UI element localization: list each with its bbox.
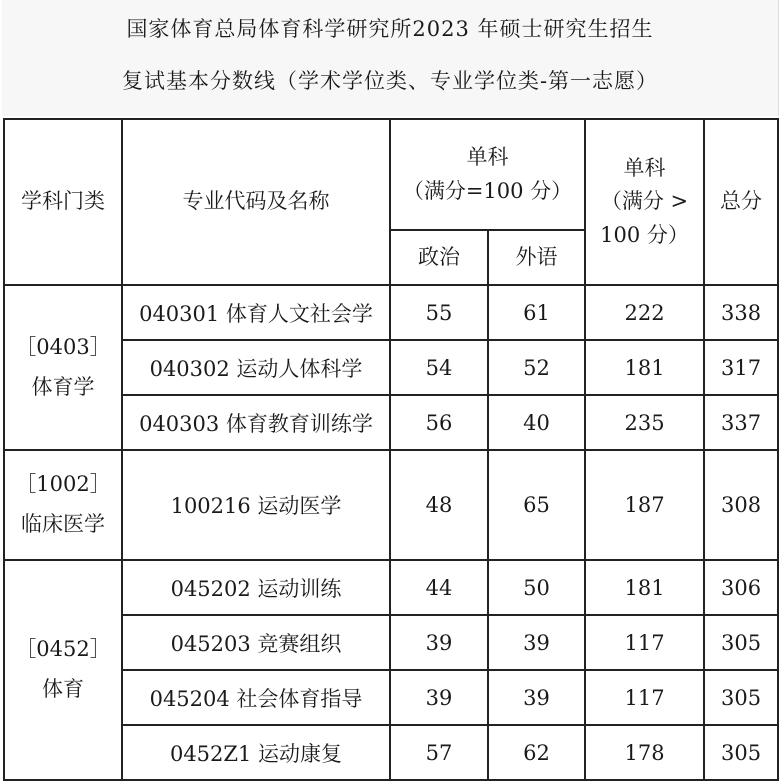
total-score: 305 <box>704 725 778 780</box>
table-row <box>4 450 778 560</box>
major-cell: 040301 体育人文社会学 <box>122 285 390 340</box>
header-full-score-100: （满分=100 分） <box>402 178 573 203</box>
header-category: 学科门类 <box>4 119 122 285</box>
politics-score: 54 <box>390 340 488 395</box>
politics-score: 55 <box>390 285 488 340</box>
politics-score: 44 <box>390 560 488 615</box>
specialty-score: 181 <box>585 340 704 395</box>
specialty-score: 117 <box>585 670 704 725</box>
table-row <box>4 560 778 615</box>
foreign-score: 40 <box>488 395 585 450</box>
major-cell: 045204 社会体育指导 <box>122 670 390 725</box>
specialty-score: 222 <box>585 285 704 340</box>
title-line-1: 国家体育总局体育科学研究所2023 年硕士研究生招生 <box>126 17 654 41</box>
specialty-score: 235 <box>585 395 704 450</box>
score-table <box>3 118 779 781</box>
specialty-score: 187 <box>585 450 704 560</box>
header-single-subject-over-100 <box>585 119 704 285</box>
politics-score: 57 <box>390 725 488 780</box>
category-code: ［1002］ <box>15 472 111 497</box>
total-score: 308 <box>704 450 778 560</box>
header-politics: 政治 <box>390 230 488 285</box>
major-cell: 045203 竞赛组织 <box>122 615 390 670</box>
header-single-subject-100 <box>390 119 585 230</box>
total-score: 305 <box>704 615 778 670</box>
category-name: 临床医学 <box>21 512 105 536</box>
table-row <box>4 285 778 340</box>
header-foreign-language: 外语 <box>488 230 585 285</box>
foreign-score: 39 <box>488 615 585 670</box>
category-code: ［0403］ <box>15 334 111 359</box>
header-major: 专业代码及名称 <box>122 119 390 285</box>
politics-score: 39 <box>390 615 488 670</box>
politics-score: 56 <box>390 395 488 450</box>
category-cell <box>4 450 122 560</box>
total-score: 338 <box>704 285 778 340</box>
category-name: 体育学 <box>31 374 95 399</box>
total-score: 317 <box>704 340 778 395</box>
document-title <box>2 0 779 116</box>
foreign-score: 61 <box>488 285 585 340</box>
title-line-2: 复试基本分数线（学术学位类、专业学位类-第一志愿） <box>121 69 659 93</box>
header-total: 总分 <box>704 119 778 285</box>
header-single-subject-100-label: 单科 <box>466 144 509 169</box>
total-score: 306 <box>704 560 778 615</box>
category-cell <box>4 285 122 450</box>
major-cell: 100216 运动医学 <box>122 450 390 560</box>
foreign-score: 50 <box>488 560 585 615</box>
header-full-score-over-100-b: 100 分） <box>600 222 689 247</box>
specialty-score: 181 <box>585 560 704 615</box>
foreign-score: 52 <box>488 340 585 395</box>
foreign-score: 39 <box>488 670 585 725</box>
total-score: 337 <box>704 395 778 450</box>
total-score: 305 <box>704 670 778 725</box>
major-cell: 040303 体育教育训练学 <box>122 395 390 450</box>
category-cell <box>4 560 122 780</box>
header-full-score-over-100-a: （满分 > <box>600 189 689 214</box>
category-name: 体育 <box>42 677 84 701</box>
major-cell: 040302 运动人体科学 <box>122 340 390 395</box>
foreign-score: 62 <box>488 725 585 780</box>
politics-score: 48 <box>390 450 488 560</box>
major-cell: 0452Z1 运动康复 <box>122 725 390 780</box>
specialty-score: 117 <box>585 615 704 670</box>
header-single-subject-over-100-label: 单科 <box>623 155 666 180</box>
politics-score: 39 <box>390 670 488 725</box>
category-code: ［0452］ <box>15 637 111 662</box>
foreign-score: 65 <box>488 450 585 560</box>
major-cell: 045202 运动训练 <box>122 560 390 615</box>
specialty-score: 178 <box>585 725 704 780</box>
